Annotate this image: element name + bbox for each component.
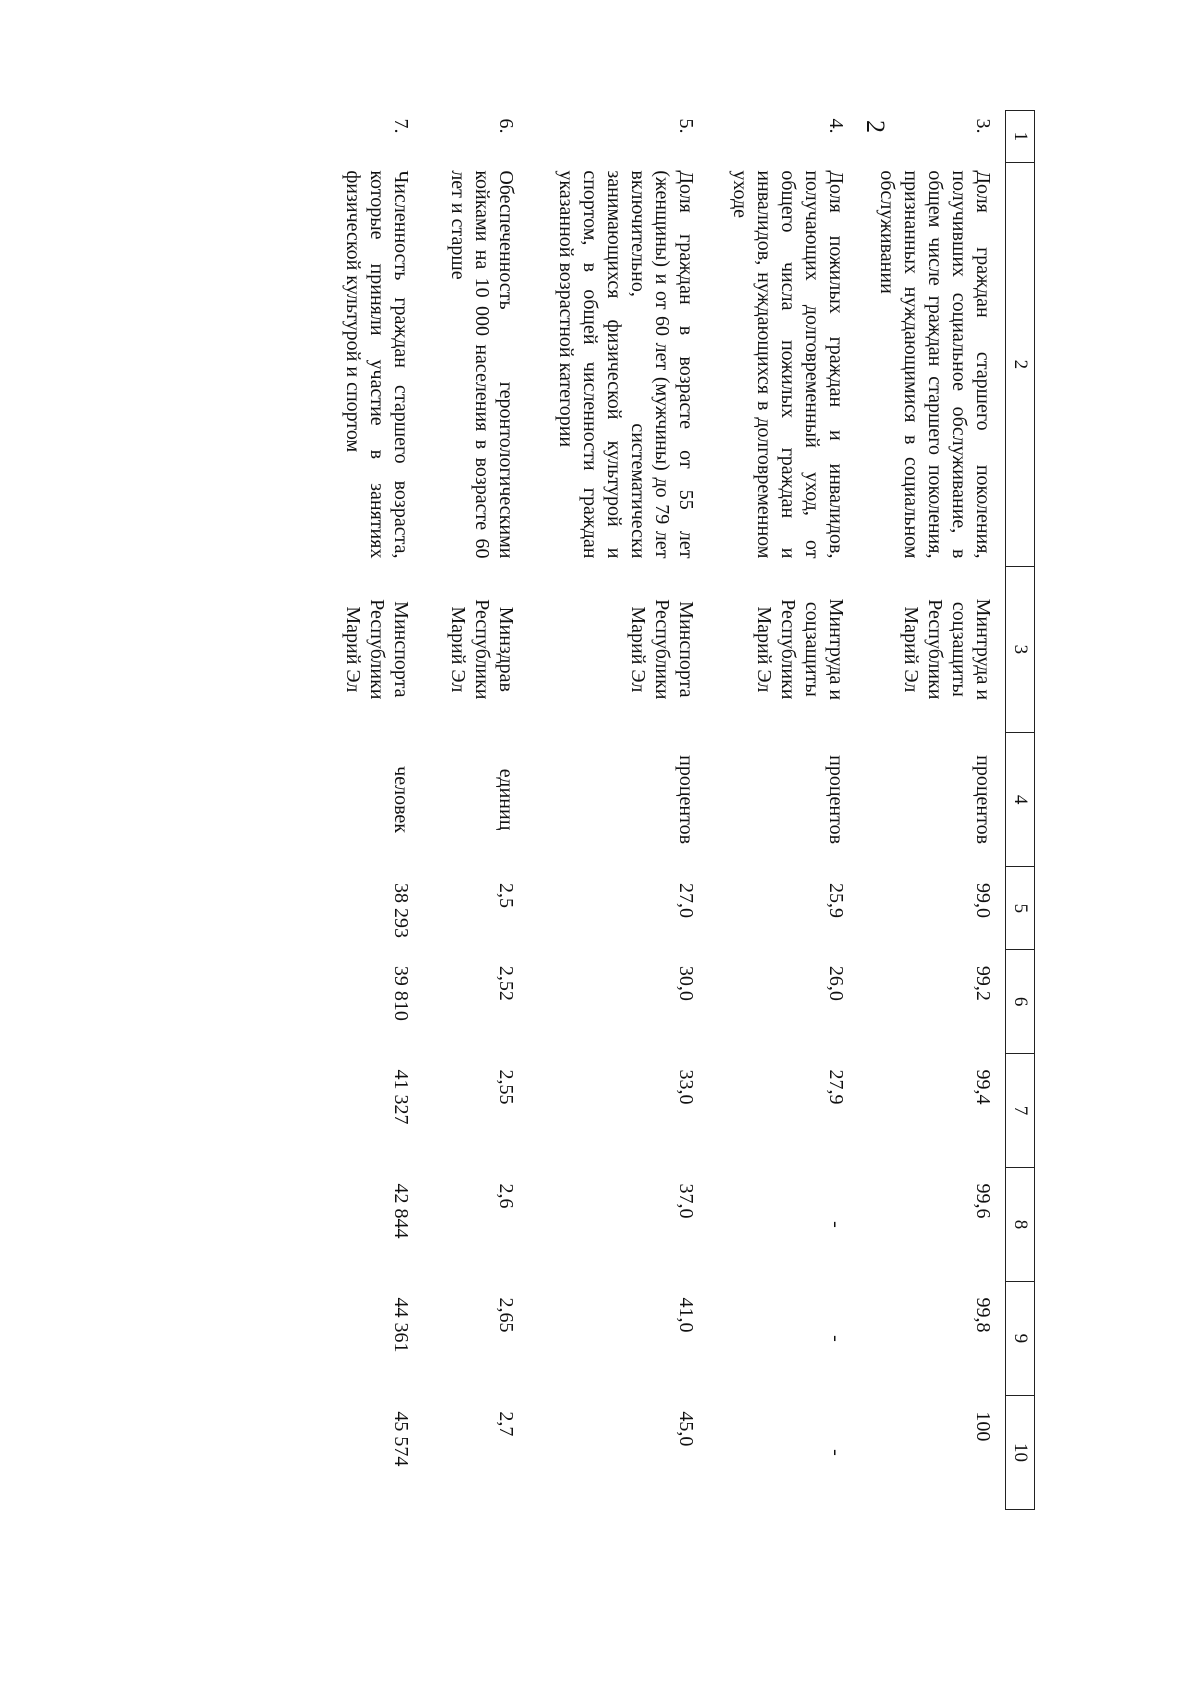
- table-row: [858, 111, 1006, 1510]
- value-cell: 2,65: [494, 1297, 517, 1333]
- value-cell: 2,52: [494, 965, 517, 1001]
- column-header: 4: [1006, 732, 1035, 867]
- page-number: 2: [861, 120, 890, 133]
- value-cell: 2,5: [494, 882, 517, 908]
- row-number: 7.: [389, 118, 412, 134]
- unit: единиц: [494, 768, 517, 831]
- table-row: [423, 111, 528, 1510]
- unit: процентов: [972, 755, 995, 845]
- row-number: 3.: [972, 118, 995, 134]
- row-number: 5.: [674, 118, 697, 134]
- unit: процентов: [674, 755, 697, 845]
- table-row: [528, 111, 708, 1510]
- value-cell: 2,6: [494, 1183, 517, 1209]
- column-header: 7: [1006, 1053, 1035, 1167]
- value-cell: 38 293: [389, 882, 412, 938]
- indicator-name: Обеспеченность геронтологическими койками на 10 000 населения в возрасте 60 лет и старше: [446, 170, 517, 559]
- column-header: 3: [1006, 566, 1035, 732]
- value-cell: -: [824, 1335, 847, 1342]
- rotated-table-area: [180, 70, 1140, 1530]
- value-cell: 2,7: [494, 1411, 517, 1437]
- executor: Минспорта Республики Марий Эл: [341, 599, 412, 700]
- row-number: 6.: [494, 118, 517, 134]
- unit: процентов: [824, 755, 847, 845]
- column-header: 10: [1006, 1395, 1035, 1509]
- table-row: [313, 111, 423, 1510]
- column-header: 9: [1006, 1281, 1035, 1395]
- value-cell: 33,0: [674, 1069, 697, 1105]
- value-cell: 41 327: [389, 1069, 412, 1125]
- value-cell: 26,0: [824, 965, 847, 1001]
- value-cell: 99,8: [972, 1297, 995, 1333]
- value-cell: 27,0: [674, 882, 697, 918]
- value-cell: 99,2: [972, 965, 995, 1001]
- value-cell: 42 844: [389, 1183, 412, 1239]
- row-number: 4.: [824, 118, 847, 134]
- value-cell: 25,9: [824, 882, 847, 918]
- value-cell: 99,4: [972, 1069, 995, 1105]
- indicators-table: [313, 110, 1035, 1510]
- value-cell: 100: [972, 1411, 995, 1442]
- value-cell: -: [824, 1221, 847, 1228]
- table-row: [708, 111, 858, 1510]
- indicator-name: Доля граждан в возрасте от 55 лет (женщины) и от 60 лет (мужчины) до 79 лет включительно, систематически занимающихся физической культурой и спортом, в общей численности граждан указанной возрастной категории: [554, 170, 697, 559]
- value-cell: 44 361: [389, 1297, 412, 1353]
- value-cell: 30,0: [674, 965, 697, 1001]
- indicator-name: Численность граждан старшего возраста, которые приняли участие в занятиях физической культурой и спортом: [341, 170, 412, 559]
- column-header: 1: [1006, 111, 1035, 163]
- value-cell: 45 574: [389, 1411, 412, 1467]
- column-header: 5: [1006, 867, 1035, 950]
- value-cell: 27,9: [824, 1069, 847, 1105]
- value-cell: 41,0: [674, 1297, 697, 1333]
- indicator-name: Доля граждан старшего поколения, получивших социальное обслуживание, в общем числе граждан старшего поколения, признанных нуждающимися в социальном обслуживании: [876, 170, 995, 559]
- value-cell: 39 810: [389, 965, 412, 1021]
- indicator-name: Доля пожилых граждан и инвалидов, получающих долговременный уход, от общего числа пожилых граждан и инвалидов, нуждающихся в долговременном уходе: [728, 170, 847, 559]
- value-cell: -: [824, 1449, 847, 1456]
- value-cell: 45,0: [674, 1411, 697, 1447]
- executor: Минтруда и соцзащиты Республики Марий Эл: [900, 598, 995, 701]
- value-cell: 37,0: [674, 1183, 697, 1219]
- table-header-row: [1006, 111, 1035, 1510]
- column-header: 6: [1006, 950, 1035, 1054]
- executor: Минтруда и соцзащиты Республики Марий Эл: [752, 598, 847, 701]
- column-header: 8: [1006, 1167, 1035, 1281]
- value-cell: 99,0: [972, 882, 995, 918]
- value-cell: 99,6: [972, 1183, 995, 1219]
- value-cell: 2,55: [494, 1069, 517, 1105]
- column-header: 2: [1006, 162, 1035, 566]
- unit: человек: [389, 766, 412, 834]
- executor: Минздрав Республики Марий Эл: [446, 599, 517, 700]
- executor: Минспорта Республики Марий Эл: [626, 599, 697, 700]
